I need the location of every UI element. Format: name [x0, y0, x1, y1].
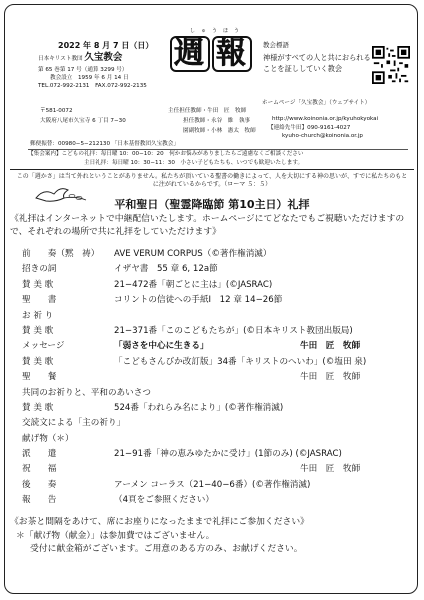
program-label: 賛 美 歌: [22, 325, 54, 336]
program-label: 報 告: [22, 495, 57, 506]
program-item: [22, 370, 412, 385]
program-officiant: 牛田 匠 牧師: [300, 372, 361, 383]
program-item: [22, 386, 412, 401]
logo-ruby: しゅうほう: [190, 28, 246, 34]
program-text: AVE VERUM CORPUS（©著作権消滅）: [114, 249, 272, 259]
program-officiant: 牛田 匠 牧師: [300, 341, 361, 352]
program-item: [22, 262, 412, 277]
program-item: [22, 416, 412, 431]
program-item: [22, 493, 412, 508]
phone-fax: TEL.072-992-2131 FAX.072-992-2135: [38, 83, 147, 89]
program-text: コリントの信徒への手紙Ⅰ 12 章 14−26節: [114, 295, 283, 306]
scripture-notice: この「週かさ」は当て外れということがありません。私たちが頂いている聖書の働きによって、人を大切にする神の思いが、すでに私たちのもとに注がれているからです。（ローマ ５：５）: [16, 173, 408, 189]
program-label: 前 奏（黙 祷）: [22, 249, 100, 259]
program-label: 祝 福: [22, 464, 57, 475]
contact-phone: 【連絡先牛田】090-9161-4027: [268, 125, 351, 131]
church-org: 日本キリスト教団 久宝教会: [38, 52, 123, 63]
program-label: メッセージ: [22, 341, 65, 352]
logo-char-1: 週: [170, 36, 210, 72]
program-label: 後 奏: [22, 479, 57, 490]
program-label: 聖 餐: [22, 372, 57, 383]
postal-code: 〒581-0072: [40, 108, 73, 114]
program-text: 21−371番「このこどもたちが」(©日本キリスト教団出版局): [114, 325, 353, 336]
program-item: [22, 309, 412, 324]
header-divider: [28, 149, 408, 150]
program-label: お 祈 り: [22, 310, 54, 321]
program-label: 共同のお祈りと、平和のあいさつ: [22, 387, 151, 398]
program-text: 524番「われらみ名により」(©著作権消滅): [114, 402, 284, 413]
program-label: 賛 美 歌: [22, 402, 54, 413]
section-divider: [10, 169, 414, 170]
program-label: 賛 美 歌: [22, 279, 54, 290]
pastor-1: 主任担任教師・牛田 匠 牧師: [168, 108, 247, 114]
program-item: [22, 401, 412, 416]
program-label: 招きの詞: [22, 264, 57, 275]
postal-transfer: 郵便振替：00980−5−212130 「日本基督教団久宝教会」: [30, 141, 179, 147]
program-item: [22, 339, 412, 354]
program-item: [22, 447, 412, 462]
church-address: 大阪府八尾市久宝寺 6 丁目 7−30: [40, 118, 126, 124]
issue-date: 2022 年 8 月 7 日（日）: [58, 41, 154, 50]
program-item: [22, 247, 412, 262]
homepage-label: ホームページ「久宝教会」（ウェブサイト）: [262, 100, 371, 106]
program-officiant: 牛田 匠 牧師: [300, 464, 361, 475]
program-label: 献げ物（＊）: [22, 433, 74, 444]
motto-label: 教会標語: [263, 41, 289, 49]
footer-notes: [10, 516, 418, 557]
service-title: 平和聖日（聖霊降臨節 第10主日）礼拝: [114, 198, 310, 211]
program-item: [22, 324, 412, 339]
program-item: [22, 278, 412, 293]
program-label: 派 遣: [22, 449, 57, 460]
program-label: 交読文による「主の祈り」: [22, 418, 126, 429]
church-motto: 神様がすべての人と共におられることを証ししていく教会: [263, 53, 371, 73]
footer-line-2: ＊「献げ物（献金）」は参加費ではございません。: [16, 530, 215, 541]
program-text: 「こどもさんびか改訂版」34番「キリストのへいわ」(©塩田 泉): [114, 356, 367, 367]
homepage-url[interactable]: http://www.koinonia.or.jp/kyuhokyokai: [272, 116, 379, 122]
footer-line-3: 受付に献金箱がございます。ご用意のある方のみ、お献げください。: [30, 544, 303, 554]
program-text: 21−472番「朝ごとに主は」(©JASRAC): [114, 279, 273, 290]
church-name: 久宝教会: [84, 52, 123, 63]
program-text: 21−91番「神の恵みゆたかに受け」(1節のみ) (©JASRAC): [114, 449, 342, 460]
pastor-3: 園副牧師・小林 憲太 牧師: [183, 128, 256, 134]
contact-email[interactable]: kyuho-church@koinonia.or.jp: [282, 133, 363, 139]
footer-line-1: 《お茶と間隔をあけて、席にお座りになったままで礼拝にご参加ください》: [10, 517, 309, 527]
program-text: アーメン コーラス（21−40−6番）(©著作権消滅): [114, 479, 311, 490]
order-of-worship: [22, 247, 412, 509]
program-label: 聖 書: [22, 295, 57, 306]
program-text: （4頁をご参照ください）: [114, 495, 214, 506]
program-label: 賛 美 歌: [22, 356, 54, 367]
founded-date: 教会設立 1959 年 6 月 14 日: [50, 75, 129, 81]
logo-char-2: 報: [212, 36, 252, 72]
service-time: 主日礼拝：毎日曜 10：30−11：30 小さい子どもたちも、いつでも歓迎いたします。: [84, 160, 304, 166]
program-item: [22, 432, 412, 447]
issue-number: 第 65 巻第 17 号（通算 3299 号）: [38, 67, 128, 73]
newsletter-logo: [170, 36, 254, 72]
program-text: 「弱さを中心に生きる」: [114, 341, 209, 352]
program-text: イザヤ書 55 章 6, 12a節: [114, 264, 218, 275]
program-item: [22, 293, 412, 308]
meetings-info: 【集会案内】こどもの礼拝：毎日曜 10：00−10：20 何かお悩みがありましたらご遠慮なくご相談ください: [28, 151, 304, 157]
pastor-2: 担任教師・永谷 維 執事: [183, 118, 251, 124]
program-item: [22, 355, 412, 370]
livestream-notice: 《礼拝はインターネットで中継配信いたします。ホームページにてどなたでもご視聴いただけますので、それぞれの場所で共に礼拝をしていただけます》: [10, 214, 405, 237]
program-item: [22, 462, 412, 477]
program-item: [22, 478, 412, 493]
qr-code-icon[interactable]: [372, 46, 410, 84]
